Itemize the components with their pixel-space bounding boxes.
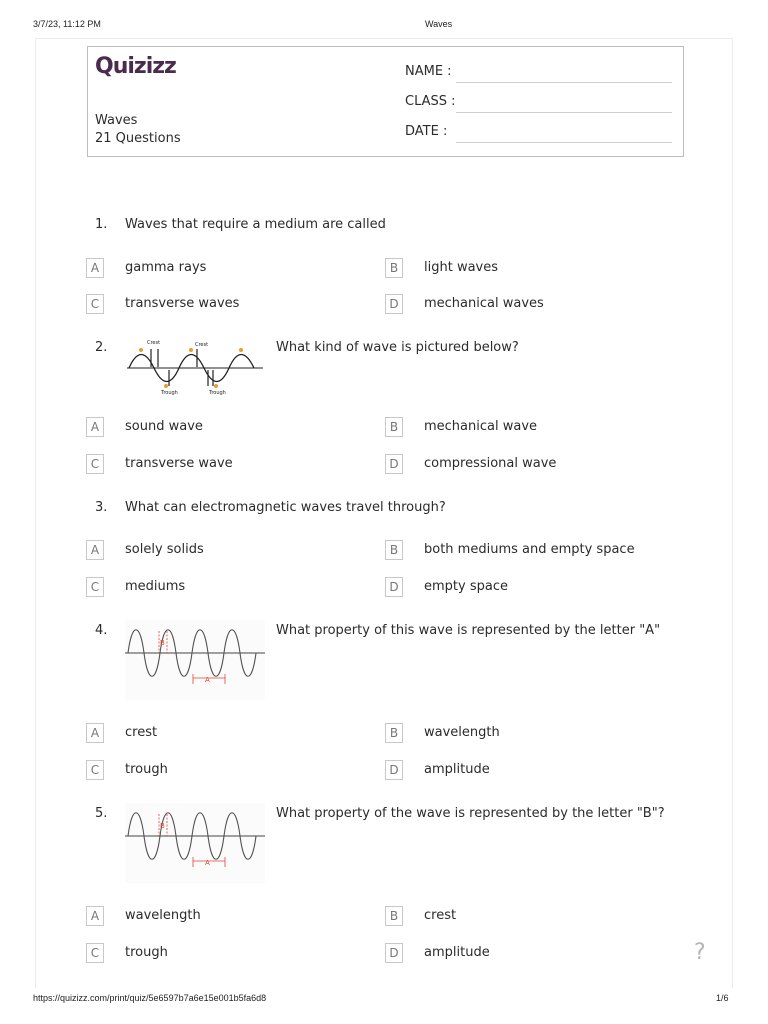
name-field[interactable] [456, 82, 672, 83]
option-letter[interactable]: C [86, 294, 104, 314]
option-letter[interactable]: D [385, 760, 403, 780]
b-label: B [160, 639, 165, 647]
question-number: 2. [95, 340, 108, 355]
option-text: trough [125, 762, 168, 777]
class-label: CLASS : [405, 94, 456, 109]
question-count: 21 Questions [95, 131, 181, 146]
option-letter[interactable]: D [385, 454, 403, 474]
crest-label: Crest [147, 340, 161, 346]
quizizz-logo: Quizizz [95, 54, 176, 79]
option-letter[interactable]: A [86, 723, 104, 743]
option-text: empty space [424, 579, 508, 594]
option-letter[interactable]: B [385, 723, 403, 743]
option-text: mediums [125, 579, 186, 594]
crest-label: Crest [195, 342, 209, 348]
name-label: NAME : [405, 64, 452, 79]
print-page-number: 1/6 [716, 993, 729, 1003]
question-text: What kind of wave is pictured below? [276, 340, 519, 355]
quiz-title: Waves [95, 113, 138, 128]
option-text: crest [125, 725, 158, 740]
question-number: 5. [95, 806, 108, 821]
option-text: compressional wave [424, 456, 557, 471]
option-letter[interactable]: C [86, 943, 104, 963]
option-text: wavelength [125, 908, 201, 923]
a-label: A [205, 859, 210, 867]
print-title: Waves [425, 19, 453, 29]
option-letter[interactable]: C [86, 577, 104, 597]
option-text: crest [424, 908, 457, 923]
b-label: B [160, 822, 165, 830]
wave-wavelength-amplitude-diagram [125, 803, 265, 883]
option-letter[interactable]: D [385, 294, 403, 314]
option-text: sound wave [125, 419, 203, 434]
option-letter[interactable]: B [385, 417, 403, 437]
option-text: solely solids [125, 542, 204, 557]
question-text: What property of the wave is represented by the letter "B"? [276, 806, 665, 821]
question-number: 1. [95, 217, 108, 232]
option-text: trough [125, 945, 168, 960]
option-letter[interactable]: C [86, 454, 104, 474]
option-text: mechanical wave [424, 419, 538, 434]
question-text: What property of this wave is represented by the letter "A" [276, 623, 661, 638]
option-text: amplitude [424, 945, 490, 960]
option-letter[interactable]: B [385, 906, 403, 926]
date-label: DATE : [405, 124, 448, 139]
option-text: mechanical waves [424, 296, 544, 311]
option-text: transverse wave [125, 456, 233, 471]
option-letter[interactable]: A [86, 417, 104, 437]
trough-label: Trough [161, 390, 178, 396]
option-text: wavelength [424, 725, 500, 740]
option-letter[interactable]: B [385, 540, 403, 560]
wave-wavelength-amplitude-diagram [125, 620, 265, 700]
option-letter[interactable]: A [86, 906, 104, 926]
option-text: gamma rays [125, 260, 207, 275]
option-letter[interactable]: D [385, 943, 403, 963]
option-text: amplitude [424, 762, 490, 777]
wave-crest-trough-diagram [125, 337, 265, 397]
option-text: both mediums and empty space [424, 542, 635, 557]
option-letter[interactable]: A [86, 540, 104, 560]
question-text: What can electromagnetic waves travel through? [125, 500, 446, 515]
option-letter[interactable]: D [385, 577, 403, 597]
question-number: 4. [95, 623, 108, 638]
class-field[interactable] [456, 112, 672, 113]
option-text: transverse waves [125, 296, 240, 311]
question-text: Waves that require a medium are called [125, 217, 386, 232]
print-url: https://quizizz.com/print/quiz/5e6597b7a6e15e001b5fa6d8 [33, 993, 267, 1003]
date-field[interactable] [456, 142, 672, 143]
trough-label: Trough [209, 390, 226, 396]
question-mark-icon[interactable]: ? [694, 940, 706, 965]
option-letter[interactable]: A [86, 258, 104, 278]
option-letter[interactable]: C [86, 760, 104, 780]
question-number: 3. [95, 500, 108, 515]
print-datetime: 3/7/23, 11:12 PM [33, 19, 101, 29]
option-text: light waves [424, 260, 499, 275]
a-label: A [205, 676, 210, 684]
option-letter[interactable]: B [385, 258, 403, 278]
